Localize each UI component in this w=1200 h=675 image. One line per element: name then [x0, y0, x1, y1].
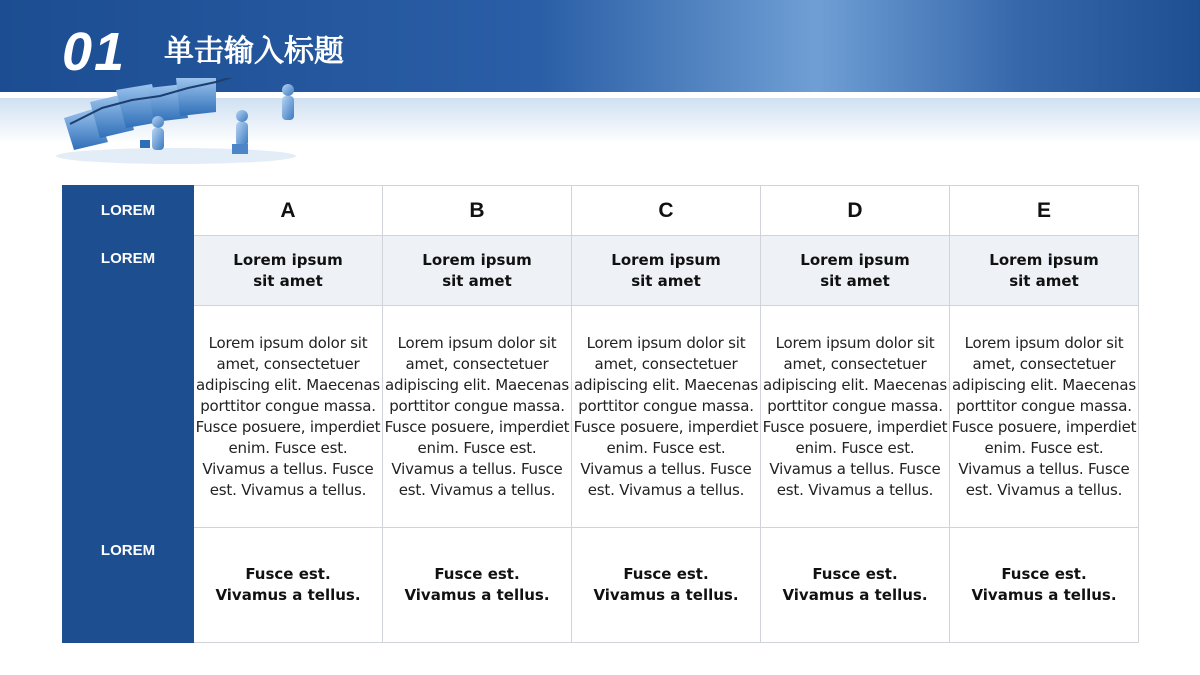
column-header-d — [761, 186, 950, 236]
body-text: Lorem ipsum dolor sit amet, consectetuer adipiscing elit. Maecenas porttitor congue massa. Fusce posuere, imperdiet enim. Fusce est. Vivamus a tellus. Fusce est. Vivamus a tellus. — [762, 333, 948, 499]
footer-text: Fusce est. Vivamus a tellus. — [404, 565, 550, 604]
footer-cell — [761, 528, 950, 643]
row-label: LOREM — [100, 542, 156, 559]
row-label-cell — [63, 528, 194, 643]
body-cell — [383, 306, 572, 528]
footer-text: Fusce est. Vivamus a tellus. — [971, 565, 1117, 604]
column-header-a — [194, 186, 383, 236]
body-text: Lorem ipsum dolor sit amet, consectetuer adipiscing elit. Maecenas porttitor congue massa. Fusce posuere, imperdiet enim. Fusce est. Vivamus a tellus. Fusce est. Vivamus a tellus. — [951, 333, 1137, 499]
column-header-label: D — [847, 198, 863, 222]
footer-cell — [950, 528, 1139, 643]
column-header-label: A — [280, 198, 296, 222]
footer-cell — [572, 528, 761, 643]
comparison-table — [62, 185, 1139, 643]
subtitle-cell — [572, 236, 761, 306]
column-header-label: C — [658, 198, 674, 222]
slide-number: 01 — [62, 22, 127, 82]
slide-title: 单击输入标题 — [164, 34, 344, 69]
column-header-label: B — [469, 198, 485, 222]
footer-text: Fusce est. Vivamus a tellus. — [215, 565, 361, 604]
body-text: Lorem ipsum dolor sit amet, consectetuer adipiscing elit. Maecenas porttitor congue massa. Fusce posuere, imperdiet enim. Fusce est. Vivamus a tellus. Fusce est. Vivamus a tellus. — [384, 333, 570, 499]
row-label: LOREM — [100, 250, 156, 267]
body-text: Lorem ipsum dolor sit amet, consectetuer adipiscing elit. Maecenas porttitor congue massa. Fusce posuere, imperdiet enim. Fusce est. Vivamus a tellus. Fusce est. Vivamus a tellus. — [573, 333, 759, 499]
subtitle-cell — [950, 236, 1139, 306]
column-header-label: E — [1036, 198, 1051, 222]
body-cell — [761, 306, 950, 528]
column-header-b — [383, 186, 572, 236]
body-cell — [194, 306, 383, 528]
body-cell — [572, 306, 761, 528]
column-header-e — [950, 186, 1139, 236]
body-text: Lorem ipsum dolor sit amet, consectetuer adipiscing elit. Maecenas porttitor congue massa. Fusce posuere, imperdiet enim. Fusce est. Vivamus a tellus. Fusce est. Vivamus a tellus. — [195, 333, 381, 499]
footer-cell — [383, 528, 572, 643]
footer-text: Fusce est. Vivamus a tellus. — [593, 565, 739, 604]
subtitle-cell — [761, 236, 950, 306]
subtitle-text: Lorem ipsum sit amet — [989, 250, 1099, 290]
business-growth-illustration-icon — [56, 78, 316, 168]
footer-text: Fusce est. Vivamus a tellus. — [782, 565, 928, 604]
row-label-cell — [63, 186, 194, 236]
subtitle-cell — [194, 236, 383, 306]
subtitle-text: Lorem ipsum sit amet — [611, 250, 721, 290]
row-label: LOREM — [100, 202, 156, 219]
column-header-c — [572, 186, 761, 236]
row-label-cell — [63, 236, 194, 528]
body-cell — [950, 306, 1139, 528]
subtitle-text: Lorem ipsum sit amet — [422, 250, 532, 290]
subtitle-text: Lorem ipsum sit amet — [233, 250, 343, 290]
subtitle-text: Lorem ipsum sit amet — [800, 250, 910, 290]
subtitle-cell — [383, 236, 572, 306]
footer-cell — [194, 528, 383, 643]
